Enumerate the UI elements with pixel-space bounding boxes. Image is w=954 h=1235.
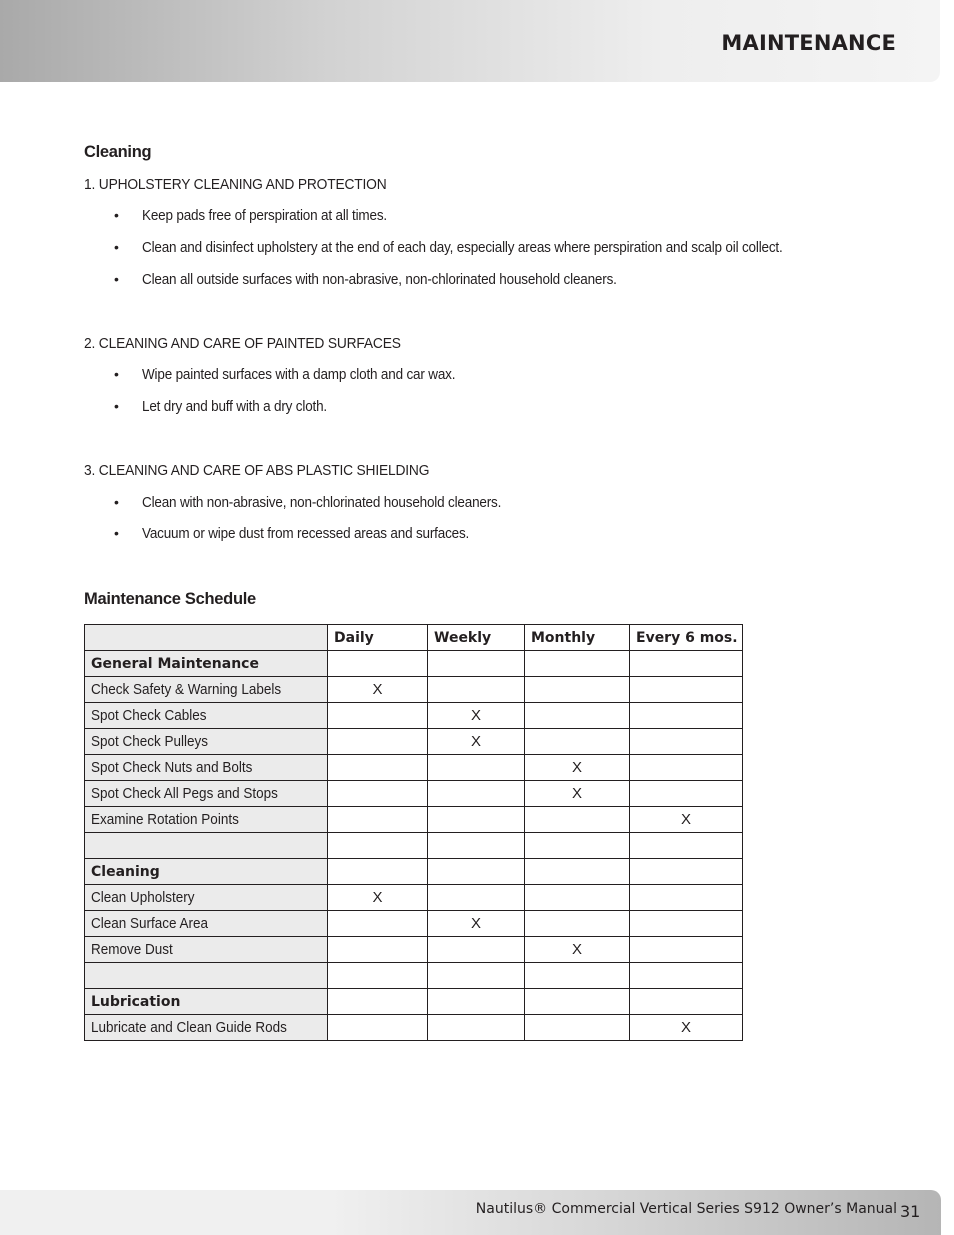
table-row <box>85 781 743 807</box>
schedule-mark-cell <box>328 729 428 755</box>
schedule-mark-cell <box>525 859 630 885</box>
cleaning-section-title: 2. CLEANING AND CARE OF PAINTED SURFACES <box>84 335 401 352</box>
task-label-text: Spot Check All Pegs and Stops <box>91 785 278 802</box>
schedule-mark-cell <box>428 859 525 885</box>
schedule-mark-cell <box>525 911 630 937</box>
schedule-mark-cell <box>630 651 743 677</box>
cleaning-item: Clean and disinfect upholstery at the end of each day, especially areas where perspiration and scalp oil collect. <box>142 239 783 256</box>
bullet-icon: • <box>114 494 119 510</box>
task-label-text: Lubrication <box>91 993 181 1010</box>
schedule-mark-cell <box>328 859 428 885</box>
table-task-label <box>85 937 328 963</box>
table-task-label <box>85 781 328 807</box>
schedule-mark-cell <box>428 963 525 989</box>
bullet-icon: • <box>114 271 119 287</box>
manual-title: Nautilus® Commercial Vertical Series S912 Owner’s Manual <box>475 1201 897 1217</box>
task-label-text: Lubricate and Clean Guide Rods <box>91 1019 287 1036</box>
cleaning-item: Clean all outside surfaces with non-abrasive, non-chlorinated household cleaners. <box>142 271 617 288</box>
schedule-mark-cell <box>630 729 743 755</box>
table-row <box>85 651 743 677</box>
table-task-label <box>85 911 328 937</box>
schedule-mark-cell <box>525 833 630 859</box>
table-row <box>85 677 743 703</box>
schedule-mark-cell <box>328 963 428 989</box>
schedule-mark-cell <box>328 781 428 807</box>
cleaning-heading: Cleaning <box>84 143 152 161</box>
schedule-mark-cell: X <box>328 885 428 911</box>
schedule-mark-cell <box>630 703 743 729</box>
schedule-mark-cell <box>328 937 428 963</box>
task-label-text: Check Safety & Warning Labels <box>91 681 282 698</box>
schedule-mark-cell <box>525 729 630 755</box>
cleaning-section-title: 1. UPHOLSTERY CLEANING AND PROTECTION <box>84 176 387 193</box>
schedule-mark-cell: X <box>328 677 428 703</box>
schedule-mark-cell <box>630 755 743 781</box>
page-title: MAINTENANCE <box>721 31 896 55</box>
table-row <box>85 937 743 963</box>
cleaning-item: Wipe painted surfaces with a damp cloth and car wax. <box>142 366 456 383</box>
table-row <box>85 911 743 937</box>
table-header-cell: Weekly <box>428 625 525 651</box>
table-row <box>85 885 743 911</box>
bullet-icon: • <box>114 398 119 414</box>
bullet-icon: • <box>114 207 119 223</box>
task-label-text: Examine Rotation Points <box>91 811 239 828</box>
schedule-mark-cell <box>630 781 743 807</box>
table-row <box>85 703 743 729</box>
task-label-text: Clean Surface Area <box>91 915 209 932</box>
schedule-mark-cell <box>428 755 525 781</box>
table-row <box>85 989 743 1015</box>
schedule-mark-cell <box>630 885 743 911</box>
schedule-mark-cell: X <box>525 755 630 781</box>
page-number: 31 <box>900 1202 921 1221</box>
table-group-label <box>85 651 328 677</box>
schedule-mark-cell <box>428 885 525 911</box>
table-group-label <box>85 989 328 1015</box>
table-header-cell: Monthly <box>525 625 630 651</box>
table-header-cell: Daily <box>328 625 428 651</box>
schedule-mark-cell <box>525 677 630 703</box>
table-row <box>85 807 743 833</box>
cleaning-item: Let dry and buff with a dry cloth. <box>142 398 327 415</box>
schedule-mark-cell <box>328 989 428 1015</box>
schedule-mark-cell <box>525 651 630 677</box>
schedule-mark-cell <box>428 781 525 807</box>
table-row <box>85 729 743 755</box>
schedule-mark-cell <box>630 937 743 963</box>
table-task-label <box>85 677 328 703</box>
schedule-mark-cell: X <box>428 911 525 937</box>
bullet-icon: • <box>114 525 119 541</box>
table-task-label <box>85 755 328 781</box>
cleaning-item: Clean with non-abrasive, non-chlorinated household cleaners. <box>142 494 502 511</box>
schedule-mark-cell <box>525 963 630 989</box>
schedule-mark-cell <box>525 989 630 1015</box>
schedule-mark-cell <box>525 885 630 911</box>
table-header-cell <box>85 625 328 651</box>
schedule-mark-cell <box>428 833 525 859</box>
schedule-mark-cell <box>428 1015 525 1041</box>
table-row <box>85 1015 743 1041</box>
cleaning-section-title: 3. CLEANING AND CARE OF ABS PLASTIC SHIELDING <box>84 462 430 479</box>
schedule-mark-cell <box>630 859 743 885</box>
table-task-label <box>85 963 328 989</box>
schedule-mark-cell <box>630 963 743 989</box>
table-task-label <box>85 807 328 833</box>
schedule-mark-cell <box>328 755 428 781</box>
schedule-mark-cell: X <box>428 729 525 755</box>
schedule-mark-cell <box>328 833 428 859</box>
schedule-mark-cell <box>428 651 525 677</box>
schedule-mark-cell <box>630 989 743 1015</box>
schedule-mark-cell <box>428 807 525 833</box>
schedule-mark-cell <box>428 989 525 1015</box>
cleaning-item: Keep pads free of perspiration at all times. <box>142 207 387 224</box>
schedule-mark-cell: X <box>525 781 630 807</box>
task-label-text: General Maintenance <box>91 655 259 672</box>
task-label-text: Spot Check Nuts and Bolts <box>91 759 253 776</box>
table-header-cell: Every 6 mos. <box>630 625 743 651</box>
bullet-icon: • <box>114 239 119 255</box>
schedule-mark-cell <box>328 1015 428 1041</box>
table-row <box>85 963 743 989</box>
schedule-mark-cell <box>525 807 630 833</box>
task-label-text: Spot Check Cables <box>91 707 207 724</box>
table-task-label <box>85 833 328 859</box>
table-task-label <box>85 1015 328 1041</box>
table-task-label <box>85 729 328 755</box>
schedule-mark-cell: X <box>428 703 525 729</box>
schedule-mark-cell <box>328 703 428 729</box>
schedule-mark-cell: X <box>630 1015 743 1041</box>
task-label-text: Remove Dust <box>91 941 173 958</box>
table-row <box>85 859 743 885</box>
schedule-mark-cell <box>525 1015 630 1041</box>
table-row <box>85 755 743 781</box>
table-header-row <box>85 625 743 651</box>
schedule-mark-cell: X <box>525 937 630 963</box>
table-task-label <box>85 703 328 729</box>
table-task-label <box>85 885 328 911</box>
task-label-text: Cleaning <box>91 863 160 880</box>
task-label-text: Clean Upholstery <box>91 889 195 906</box>
schedule-mark-cell <box>328 807 428 833</box>
schedule-mark-cell <box>428 677 525 703</box>
schedule-mark-cell <box>630 677 743 703</box>
schedule-mark-cell <box>630 911 743 937</box>
task-label-text: Spot Check Pulleys <box>91 733 209 750</box>
maintenance-schedule-table <box>84 624 743 1041</box>
table-group-label <box>85 859 328 885</box>
schedule-mark-cell <box>630 833 743 859</box>
cleaning-item: Vacuum or wipe dust from recessed areas and surfaces. <box>142 525 470 542</box>
schedule-heading: Maintenance Schedule <box>84 590 256 608</box>
schedule-mark-cell <box>525 703 630 729</box>
schedule-mark-cell <box>428 937 525 963</box>
schedule-mark-cell <box>328 911 428 937</box>
table-row <box>85 833 743 859</box>
bullet-icon: • <box>114 366 119 382</box>
schedule-mark-cell <box>328 651 428 677</box>
schedule-mark-cell: X <box>630 807 743 833</box>
